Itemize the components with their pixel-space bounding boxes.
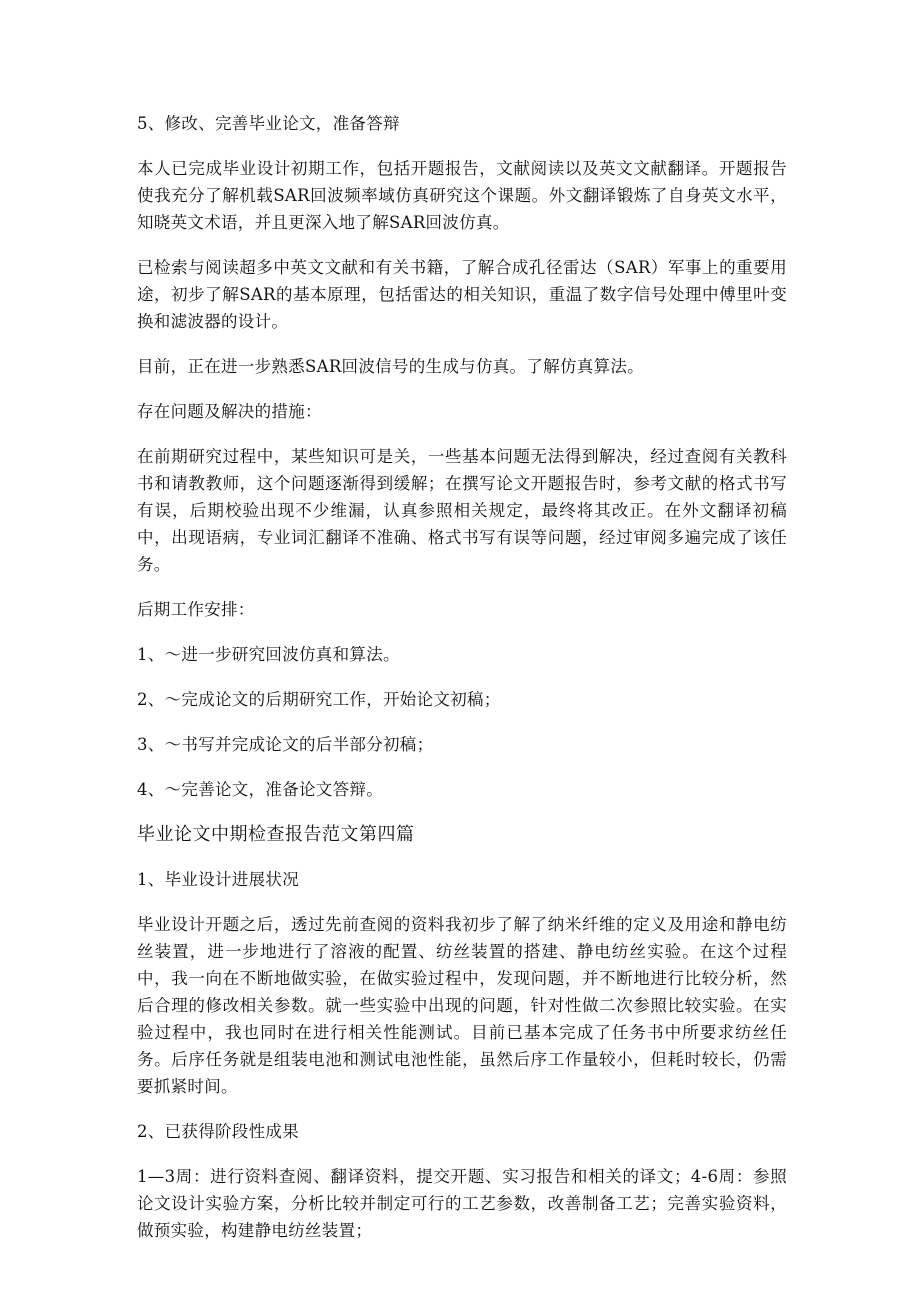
paragraph-initial-work: 本人已完成毕业设计初期工作，包括开题报告，文献阅读以及英文文献翻译。开题报告使我充分了解机载SAR回波频率域仿真研究这个课题。外文翻译锻炼了自身英文水平，知晓英文术语，并且更深入地了解SAR回波仿真。	[137, 159, 787, 232]
list-item-step-5: 5、修改、完善毕业论文，准备答辩	[137, 114, 400, 133]
section-label-problems: 存在问题及解决的措施：	[137, 402, 322, 421]
list-item-plan-3: 3、～书写并完成论文的后半部分初稿；	[137, 735, 434, 754]
paragraph-problems: 在前期研究过程中，某些知识可是关，一些基本问题无法得到解决，经过查阅有关教科书和请教教师，这个问题逐渐得到缓解；在撰写论文开题报告时，参考文献的格式书写有误，后期校验出现不少维漏，认真参照相关规定，最终将其改正。在外文翻译初稿中，出现语病，专业词汇翻译不准确、格式书写有误等问题，经过审阅多遍完成了该任务。	[137, 447, 787, 574]
section-label-results: 2、已获得阶段性成果	[137, 1122, 299, 1141]
paragraph-literature-review: 已检索与阅读超多中英文文献和有关书籍，了解合成孔径雷达（SAR）军事上的重要用途，初步了解SAR的基本原理，包括雷达的相关知识，重温了数字信号处理中傅里叶变换和滤波器的设计。	[137, 258, 787, 331]
section-label-progress: 1、毕业设计进展状况	[137, 870, 299, 889]
paragraph-results: 1—3周：进行资料查阅、翻译资料，提交开题、实习报告和相关的译文；4-6周：参照论文设计实验方案，分析比较并制定可行的工艺参数，改善制备工艺；完善实验资料，做预实验，构建静电纺丝装置；	[137, 1167, 787, 1240]
list-item-plan-4: 4、～完善论文，准备论文答辩。	[137, 780, 383, 799]
document-page	[137, 110, 787, 1262]
section-heading-fourth-article: 毕业论文中期检查报告范文第四篇	[137, 824, 415, 845]
section-label-later-plan: 后期工作安排：	[137, 600, 255, 619]
paragraph-current-work: 目前，正在进一步熟悉SAR回波信号的生成与仿真。了解仿真算法。	[137, 357, 644, 376]
paragraph-progress: 毕业设计开题之后，透过先前查阅的资料我初步了解了纳米纤维的定义及用途和静电纺丝装置，进一步地进行了溶液的配置、纺丝装置的搭建、静电纺丝实验。在这个过程中，我一向在不断地做实验，在做实验过程中，发现问题，并不断地进行比较分析，然后合理的修改相关参数。就一些实验中出现的问题，针对性做二次参照比较实验。在实验过程中，我也同时在进行相关性能测试。目前已基本完成了任务书中所要求纺丝任务。后序任务就是组装电池和测试电池性能，虽然后序工作量较小，但耗时较长，仍需要抓紧时间。	[137, 915, 787, 1096]
list-item-plan-2: 2、～完成论文的后期研究工作，开始论文初稿；	[137, 690, 501, 709]
list-item-plan-1: 1、～进一步研究回波仿真和算法。	[137, 645, 400, 664]
